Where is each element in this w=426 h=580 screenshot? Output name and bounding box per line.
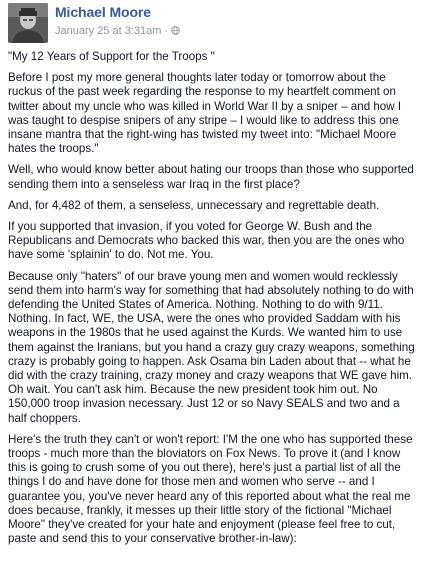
post-meta bbox=[55, 25, 180, 37]
post-timestamp[interactable]: January 25 at 3:31am bbox=[55, 25, 162, 37]
post-paragraph: Before I post my more general thoughts later today or tomorrow about the ruckus of the past week regarding the response to my heartfelt comment on twitter about my uncle who was killed in World War II by a sniper – and how I was taught to despise snipers of any stripe – I would like to address this one insane mantra that the right-wing has twisted my tweet into: "Michael Moore hates the troops." bbox=[8, 71, 402, 156]
post-paragraph: Here's the truth they can't or won't report: I'M the one who has supported these troops - much more than the bloviators on Fox News. To prove it (and I know this is going to crush some of you out there), here's just a partial list of all the things I do and have done for those men and women who serve -- and I guarantee you, you've never heard any of this reported about what the real me does because, frankly, it messes up their little story of the fictional "Michael Moore" they've created for your hate and enjoyment (please feel free to cut, paste and send this to your conservative brother-in-law): bbox=[8, 432, 413, 546]
avatar[interactable] bbox=[8, 3, 48, 43]
post-body bbox=[8, 50, 420, 554]
post-title-line: "My 12 Years of Support for the Troops " bbox=[8, 50, 215, 63]
post-paragraph: Because only "haters" of our brave young men and women would recklessly send them into harm's way for something that had absolutely nothing to do with defending the United States of America. Nothing. Nothing to do with 9/11. Nothing. In fact, WE, the USA, were the ones who provided Saddam with his weapons in the 1980s that he used against the Kurds. We wanted him to use them against the Iranians, but you hand a crazy guy crazy weapons, something crazy is probably going to happen. Ask Osama bin Laden about that -- what he did with the crazy training, crazy money and crazy weapons that WE gave him. Oh wait. You can't ask him. Because the new president took him out. No 150,000 troop invasion necessary. Just 12 or so Navy SEALS and two and a half choppers. bbox=[8, 269, 415, 425]
avatar-photo bbox=[8, 3, 48, 43]
post-paragraph: If you supported that invasion, if you voted for George W. Bush and the Republicans and Democrats who backed this war, then you are the ones who have some 'splainin' to do. Not me. You. bbox=[8, 220, 405, 262]
post-paragraph: And, for 4,482 of them, a senseless, unnecessary and regrettable death. bbox=[8, 198, 380, 212]
post-header bbox=[8, 3, 418, 43]
meta-separator: · bbox=[164, 25, 169, 37]
globe-icon[interactable] bbox=[171, 26, 180, 35]
post-paragraph: Well, who would know better about hating our troops than those who supported sending them into a senseless war Iraq in the first place? bbox=[8, 163, 414, 191]
author-name-link[interactable]: Michael Moore bbox=[55, 4, 151, 20]
